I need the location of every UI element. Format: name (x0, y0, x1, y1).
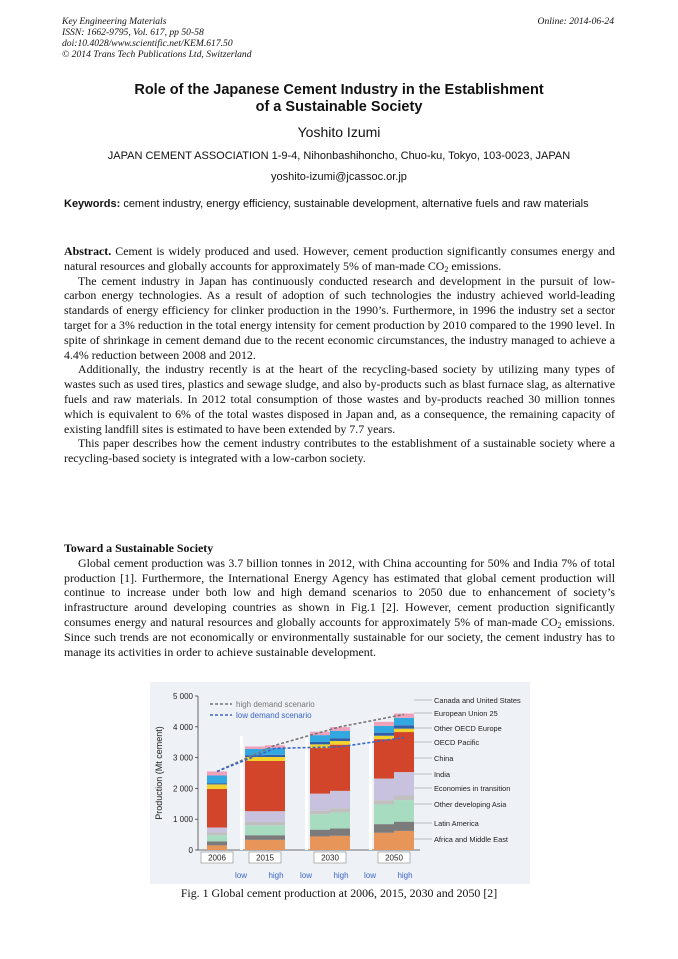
bar-segment (310, 748, 330, 794)
bar-segment (330, 738, 350, 741)
legend-region: Other developing Asia (434, 800, 507, 809)
bar-segment (245, 835, 265, 840)
abstract-label: Abstract. (64, 244, 112, 258)
author-email[interactable]: yoshito-izumi@jcassoc.or.jp (271, 171, 407, 183)
doi: doi:10.4028/www.scientific.net/KEM.617.50 (62, 38, 233, 49)
bar-segment (310, 814, 330, 829)
bar-segment (374, 739, 394, 778)
bar-segment (265, 822, 285, 825)
bar-segment (207, 832, 227, 835)
issn: ISSN: 1662-9795, Vol. 617, pp 50-58 (62, 27, 204, 38)
section-title: Toward a Sustainable Society (64, 541, 214, 555)
scenario-label: high (268, 871, 284, 880)
bar-segment (394, 795, 414, 800)
title-line-2: of a Sustainable Society (255, 99, 423, 115)
bar-segment (394, 822, 414, 831)
bar-segment (245, 825, 265, 835)
bar-segment (265, 761, 285, 811)
bar-segment (394, 800, 414, 822)
paper-title (0, 82, 678, 116)
bar-segment (394, 718, 414, 725)
bar-segment (394, 725, 414, 728)
figure-caption: Fig. 1 Global cement production at 2006, 2015, 2030 and 2050 [2] (180, 886, 498, 900)
legend-label: high demand scenario (236, 700, 315, 709)
abstract-p2: The cement industry in Japan has continuously conducted research and development in the pursuit of low-carbon energy technologies. As a result of adoption of such technologies the industry achieved world-leading standards of energy efficiency for clinker production in the 1990’s. Furthermore, in 1996 the industry set a sector target for a 3% reduction in the total energy intensity for cement production by 2010 compared to the 1990 level. In spite of shrinkage in cement demand due to the recent economic circumstances, the industry managed to achieve a 4.4% reduction between 2008 and 2012. (64, 273, 615, 362)
scenario-label: low (234, 871, 248, 880)
legend-region: OECD Pacific (434, 738, 480, 747)
legend-region: European Union 25 (434, 709, 498, 718)
group-separator (369, 736, 372, 850)
bar-segment (374, 833, 394, 850)
year-label: 2015 (256, 853, 274, 863)
bar-segment (394, 714, 414, 718)
bar-segment (330, 828, 350, 835)
scenario-label: high (333, 871, 349, 880)
bar-segment (330, 791, 350, 808)
bar-segment (310, 836, 330, 850)
bar-segment (245, 757, 265, 761)
legend-region: Africa and Middle East (434, 835, 508, 844)
bar-segment (245, 822, 265, 825)
bar-segment (245, 761, 265, 811)
bar-segment (310, 810, 330, 814)
bar-segment (374, 800, 394, 804)
bar-segment (310, 735, 330, 742)
bar-segment (207, 841, 227, 845)
bar-segment (207, 835, 227, 841)
abstract-p3: Additionally, the industry recently is at the heart of the recycling-based society by utilizing many types of wastes such as used tires, plastics and sewage sludge, and also by-products such as blast furnace slag, as alternative fuels and raw materials. In 2012 total consumption of those wastes and by-products reached 30 million tonnes which is equivalent to 6% of the total wastes disposed in Japan and, as a consequence, the remaining capacity of existing landfill sites is estimated to have been extended by 7.7 years. (64, 362, 615, 436)
scenario-label: low (299, 871, 313, 880)
abstract (64, 244, 615, 466)
abstract-p1: Abstract. Cement is widely produced and used. However, cement production significantly consumes energy and natural resources and globally accounts for approximately 5% of man-made $CO_2$ emissions. (64, 244, 615, 274)
y-tick-label: 5 000 (172, 692, 193, 701)
legend-region: India (434, 770, 451, 779)
keywords-label: Keywords: (64, 198, 121, 210)
bar-segment (245, 840, 265, 850)
bar-segment (207, 783, 227, 784)
group-separator (305, 736, 308, 850)
bar-segment (207, 784, 227, 789)
journal-name: Key Engineering Materials (62, 16, 167, 27)
legend-region: Economies in transition (434, 784, 511, 793)
bar-segment (310, 742, 330, 744)
legend-region: Latin America (434, 819, 479, 828)
y-axis-label: Production (Mt cement) (154, 726, 164, 820)
title-line-1: Role of the Japanese Cement Industry in the Establishment (134, 82, 544, 98)
y-tick-label: 0 (188, 846, 193, 855)
y-tick-label: 2 000 (172, 784, 193, 794)
bar-segment (207, 828, 227, 833)
bar-segment (374, 779, 394, 801)
legend-region: Canada and United States (434, 696, 521, 705)
bar-segment (394, 831, 414, 850)
legend-region: China (434, 754, 454, 763)
section-p1: Global cement production was 3.7 billion tonnes in 2012, with China accounting for 50% and India 7% of total production [1]. Furthermore, the International Energy Agency has estimated that global cement production will continue to increase under both low and high demand scenarios to 2050 due to enhancement of society’s infrastructure around developing countries as shown in Fig.1 [2]. However, cement production significantly consumes energy and natural resources and globally accounts for approximately 5% of man-made $CO_2$ emissions. Since such trends are not economically or environmentally sustainable for our society, the cement industry has to manage its activities in order to achieve sustainable development. (64, 555, 615, 659)
copyright: © 2014 Trans Tech Publications Ltd, Switzerland (62, 49, 252, 60)
bar-segment (265, 755, 285, 757)
scenario-label: low (363, 871, 377, 880)
production-chart (150, 682, 530, 884)
keywords-text: cement industry, energy efficiency, sustainable development, alternative fuels and raw materials (123, 198, 589, 210)
bar-segment (394, 729, 414, 732)
bar-segment (330, 808, 350, 812)
bar-segment (330, 727, 350, 731)
bar-segment (374, 824, 394, 833)
bar-segment (330, 836, 350, 850)
year-label: 2050 (385, 853, 403, 863)
bar-segment (374, 726, 394, 733)
scenario-label: high (397, 871, 413, 880)
bar-segment (374, 733, 394, 736)
y-tick-label: 1 000 (172, 815, 193, 825)
bar-segment (265, 825, 285, 835)
bar-segment (394, 772, 414, 795)
bar-segment (374, 804, 394, 824)
bar-segment (265, 757, 285, 761)
y-tick-label: 3 000 (172, 753, 193, 763)
bar-segment (207, 775, 227, 783)
bar-segment (245, 747, 265, 749)
bar-segment (207, 789, 227, 828)
affiliation: JAPAN CEMENT ASSOCIATION 1-9-4, Nihonbashihoncho, Chuo-ku, Tokyo, 103-0023, JAPAN (107, 150, 571, 162)
bar-segment (265, 811, 285, 822)
year-label: 2030 (321, 853, 339, 863)
bar-segment (265, 835, 285, 840)
y-tick-label: 4 000 (172, 722, 193, 732)
bar-segment (265, 840, 285, 850)
legend-region: Other OECD Europe (434, 724, 502, 733)
bar-segment (207, 845, 227, 850)
year-label: 2006 (208, 853, 226, 863)
journal-header (62, 16, 252, 60)
bar-segment (374, 722, 394, 726)
bar-segment (207, 771, 227, 775)
bar-segment (310, 830, 330, 837)
bar-segment (330, 745, 350, 791)
bar-segment (330, 741, 350, 745)
abstract-p4: This paper describes how the cement industry contributes to the establishment of a sustainable society where a recycling-based society is integrated with a low-carbon society. (64, 436, 615, 466)
author: Yoshito Izumi (297, 124, 381, 140)
keywords (64, 197, 615, 212)
bar-segment (374, 736, 394, 739)
bar-segment (330, 812, 350, 828)
section (64, 541, 615, 659)
legend-label: low demand scenario (236, 711, 312, 720)
bar-segment (310, 794, 330, 811)
online-date: Online: 2014-06-24 (537, 16, 614, 27)
group-separator (240, 736, 243, 850)
bar-segment (330, 731, 350, 738)
bar-segment (245, 811, 265, 822)
